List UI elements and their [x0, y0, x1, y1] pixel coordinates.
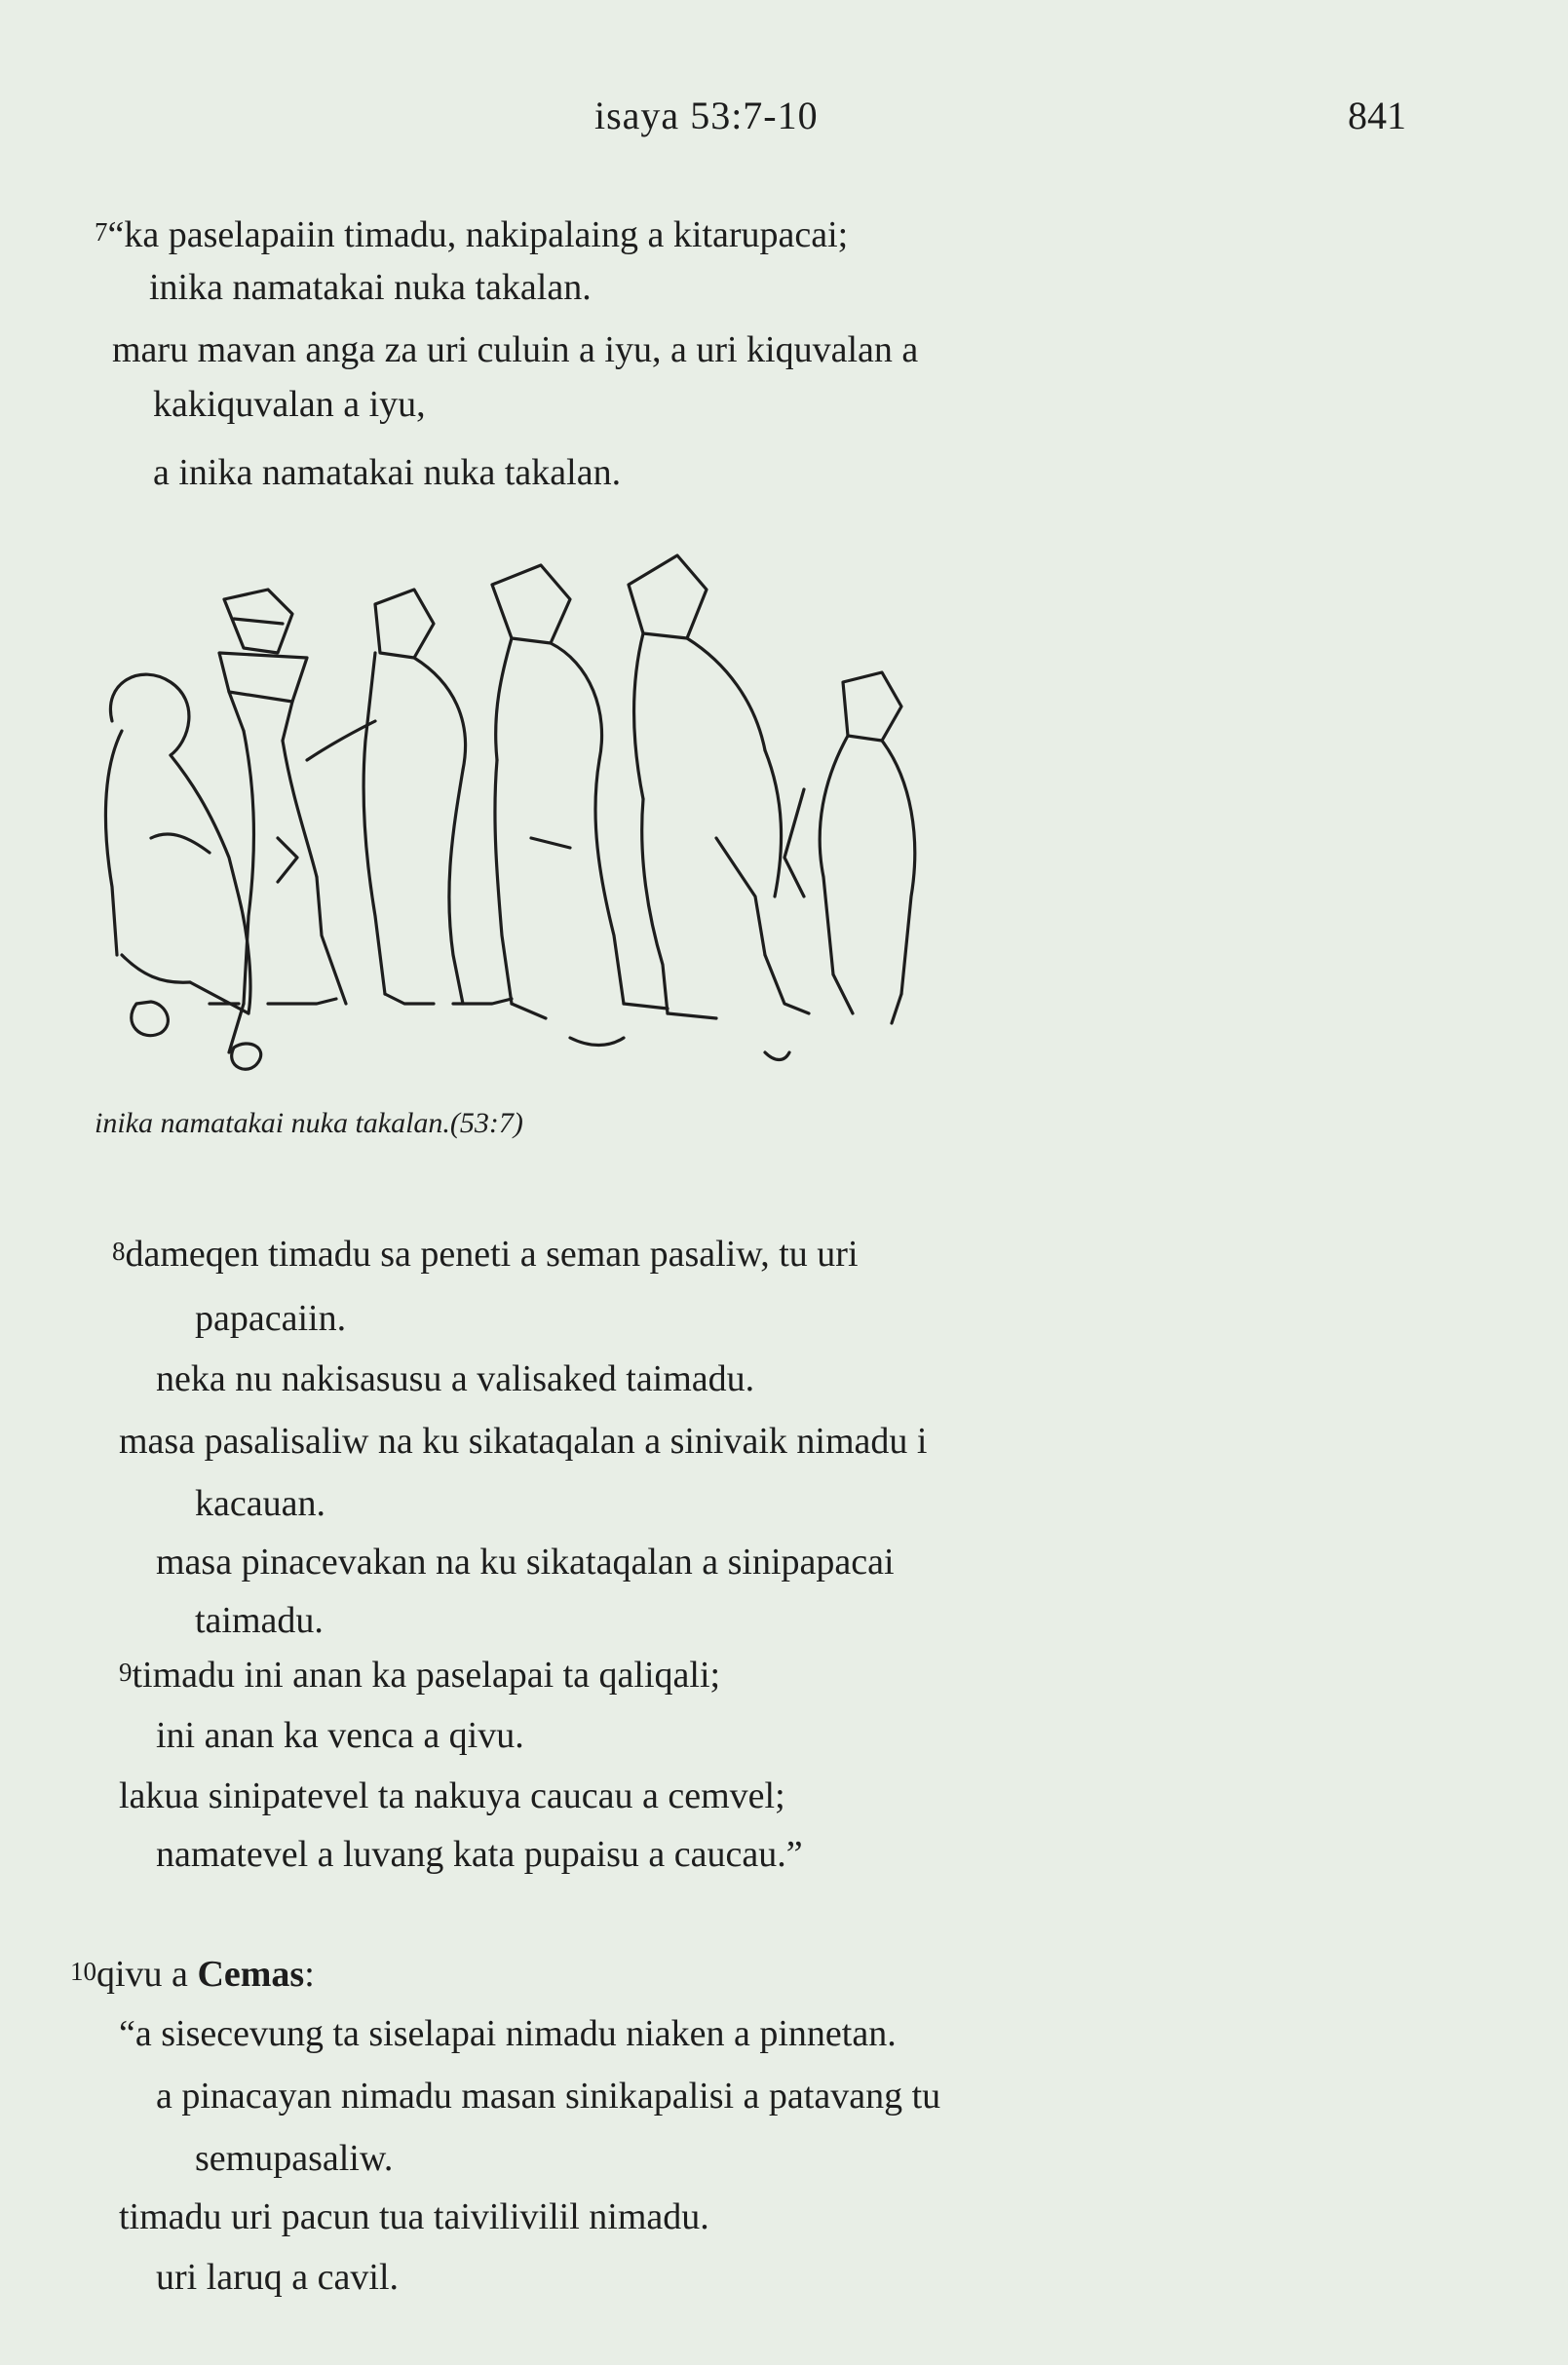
verse-line: timadu uri pacun tua taivilivilil nimadu.	[119, 2196, 709, 2237]
illustration-caption: inika namatakai nuka takalan.(53:7)	[95, 1107, 523, 1139]
page-number: 841	[1348, 94, 1406, 137]
verse-line: lakua sinipatevel ta nakuya caucau a cemvel;	[119, 1775, 785, 1816]
verse-line: neka nu nakisasusu a valisaked taimadu.	[156, 1358, 755, 1399]
verse-line: namatevel a luvang kata pupaisu a caucau.”	[156, 1834, 803, 1875]
verse-line: inika namatakai nuka takalan.	[149, 267, 592, 308]
verse-line: ini anan ka venca a qivu.	[156, 1715, 524, 1756]
verse-line: semupasaliw.	[195, 2138, 394, 2179]
illustration	[83, 546, 1018, 1096]
verse-number: 7	[95, 217, 108, 247]
verse-line: “a sisecevung ta siselapai nimadu niaken a pinnetan.	[119, 2013, 897, 2054]
verse-number: 8	[112, 1237, 126, 1266]
verse-line: taimadu.	[195, 1600, 324, 1641]
running-head: isaya 53:7-10	[594, 94, 819, 137]
verse-line: uri laruq a cavil.	[156, 2257, 400, 2298]
verse-line: $^7$“ka paselapaiin timadu, nakipalaing a kitarupacai;	[95, 214, 849, 255]
verse-line: kakiquvalan a iyu,	[153, 384, 426, 425]
verse-line: masa pinacevakan na ku sikataqalan a sinipapacai	[156, 1542, 895, 1583]
verse-line: maru mavan anga za uri culuin a iyu, a uri kiquvalan a	[112, 329, 919, 370]
verse-line: masa pasalisaliw na ku sikataqalan a sinivaik nimadu i	[119, 1421, 928, 1462]
verse-line: a pinacayan nimadu masan sinikapalisi a patavang tu	[156, 2076, 941, 2117]
verse-line: a inika namatakai nuka takalan.	[153, 452, 622, 493]
page-header	[0, 93, 1568, 151]
divine-name: Cemas	[197, 1954, 305, 1995]
verse-line: kacauan.	[195, 1483, 325, 1524]
verse-line: $^9$timadu ini anan ka paselapai ta qaliqali;	[119, 1655, 721, 1696]
crouching-figure	[105, 674, 260, 1069]
verse-number: 9	[119, 1658, 133, 1687]
standing-figure-e	[784, 672, 915, 1023]
verse-line: $^8$dameqen timadu sa peneti a seman pasaliw, tu uri	[112, 1234, 859, 1275]
standing-figure-a	[219, 590, 346, 1052]
standing-figure-b	[307, 590, 512, 1004]
verse-line: $^{10}$qivu a Cemas:	[70, 1954, 315, 1995]
verse-number: 10	[70, 1957, 96, 1986]
verse-line: papacaiin.	[195, 1298, 347, 1339]
standing-figure-d	[629, 555, 809, 1060]
